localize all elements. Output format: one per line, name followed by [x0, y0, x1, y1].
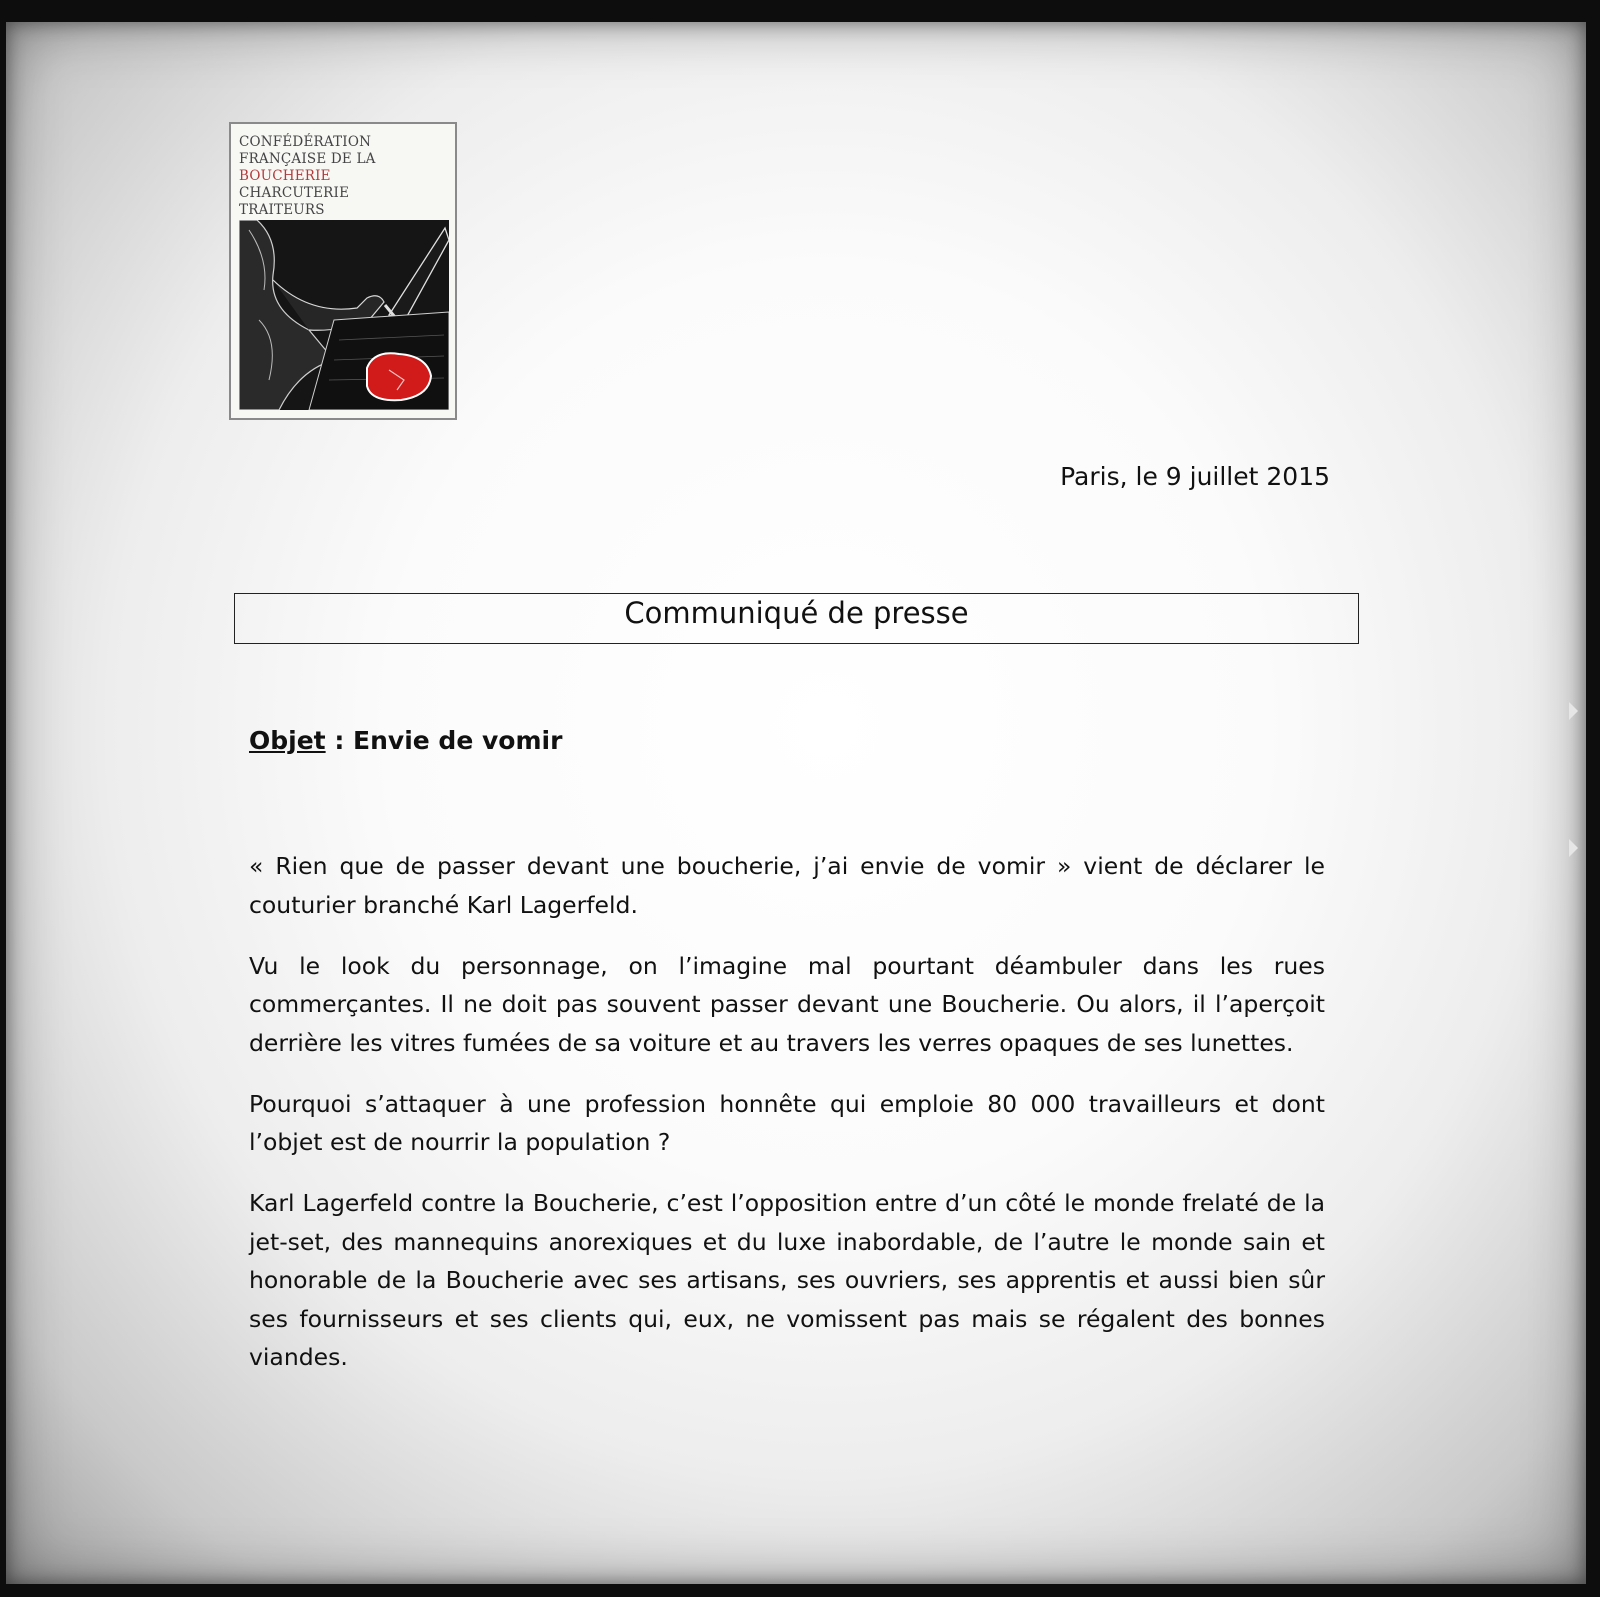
subject-label: Objet — [249, 726, 326, 755]
document-title: Communiqué de presse — [234, 593, 1359, 644]
organization-logo — [229, 122, 457, 420]
logo-line-5: TRAITEURS — [239, 202, 325, 218]
butcher-illustration — [239, 220, 449, 410]
edge-notch — [1569, 702, 1578, 720]
paragraph: « Rien que de passer devant une boucherie, j’ai envie de vomir » vient de déclarer le couturier branché Karl Lagerfeld. — [249, 852, 1325, 919]
subject-line — [249, 726, 562, 755]
edge-notch — [1569, 839, 1578, 857]
logo-line-1: CONFÉDÉRATION — [239, 134, 372, 150]
paragraph: Pourquoi s’attaquer à une profession honnête qui emploie 80 000 travailleurs et dont l’objet est de nourrir la population ? — [249, 1089, 1325, 1156]
logo-line-3: BOUCHERIE — [239, 168, 331, 184]
logo-wordmark — [239, 134, 376, 219]
document-date: Paris, le 9 juillet 2015 — [1060, 462, 1330, 491]
logo-line-2: FRANÇAISE DE LA — [239, 151, 376, 167]
subject-separator: : — [325, 726, 354, 755]
document-page — [6, 22, 1586, 1584]
paragraph: Karl Lagerfeld contre la Boucherie, c’est l’opposition entre d’un côté le monde frelaté de la jet-set, des mannequins anorexiques et du luxe inabordable, de l’autre le monde sain et honorable de la Boucherie avec ses artisans, ses ouvriers, ses apprentis et aussi bien sûr ses fournisseurs et ses clients qui, eux, ne vomissent pas mais se régalent des bonnes viandes. — [249, 1189, 1325, 1371]
document-body — [249, 847, 1325, 1399]
logo-line-4: CHARCUTERIE — [239, 185, 350, 201]
subject-text: Envie de vomir — [353, 726, 563, 755]
paragraph: Vu le look du personnage, on l’imagine mal pourtant déambuler dans les rues commerçantes. Il ne doit pas souvent passer devant une Boucherie. Ou alors, il l’aperçoit derrière les vitres fumées de sa voiture et au travers les verres opaques de ses lunettes. — [249, 951, 1325, 1057]
